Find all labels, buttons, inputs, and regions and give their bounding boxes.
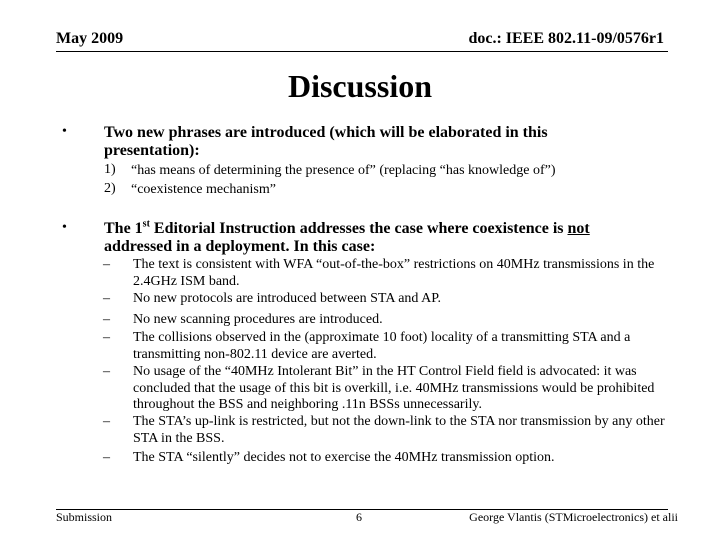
bullet-2-post: addressed in a deployment. In this case: (104, 238, 376, 255)
header-date: May 2009 (56, 30, 124, 47)
dash-marker: – (103, 450, 110, 465)
numbered-item-1-num: 1) (104, 162, 116, 177)
dash-marker: – (103, 257, 110, 272)
bullet-marker: • (62, 124, 67, 139)
numbered-item-2-num: 2) (104, 181, 116, 196)
sub-item-4: The collisions observed in the (approximate 10 foot) locality of a transmitting STA and a transmitting non-802.11 device are averted. (133, 330, 631, 362)
footer-submission: Submission (56, 510, 113, 524)
dash-marker: – (103, 330, 110, 345)
bullet-2-pre: The 1 (104, 220, 143, 237)
bullet-2-sup: st (142, 218, 150, 230)
bullet-2-text (104, 220, 644, 256)
bullet-2-underline: not (567, 220, 590, 237)
sub-item-1: The text is consistent with WFA “out-of-the-box” restrictions on 40MHz transmissions in the 2.4GHz ISM band. (133, 257, 655, 289)
header-rule (56, 51, 668, 52)
bullet-1-text: Two new phrases are introduced (which will be elaborated in this presentation): (104, 124, 548, 159)
numbered-item-2-text: “coexistence mechanism” (131, 182, 276, 197)
page-number: 6 (356, 510, 362, 524)
slide-title: Discussion (287, 68, 433, 104)
bullet-marker: • (62, 220, 67, 235)
bullet-2-mid: Editorial Instruction addresses the case where coexistence is (149, 220, 568, 237)
numbered-item-1-text: “has means of determining the presence of” (replacing “has knowledge of”) (131, 163, 556, 178)
sub-item-2: No new protocols are introduced between STA and AP. (133, 291, 441, 306)
dash-marker: – (103, 414, 110, 429)
header-doc-id: doc.: IEEE 802.11-09/0576r1 (468, 30, 664, 47)
sub-item-6: The STA’s up-link is restricted, but not the down-link to the STA nor transmission by any other STA in the BSS. (133, 414, 665, 446)
sub-item-7: The STA “silently” decides not to exercise the 40MHz transmission option. (133, 450, 555, 465)
sub-item-5: No usage of the “40MHz Intolerant Bit” in the HT Control Field field is advocated: it was concluded that the usage of this bit is overkill, i.e. 40MHz transmissions would be prohibited throughout the BSS and neighboring .11n BSSs unnecessarily. (133, 364, 655, 412)
dash-marker: – (103, 312, 110, 327)
dash-marker: – (103, 364, 110, 379)
footer-author: George Vlantis (STMicroelectronics) et alii (469, 510, 678, 524)
dash-marker: – (103, 291, 110, 306)
sub-item-3: No new scanning procedures are introduced. (133, 312, 383, 327)
